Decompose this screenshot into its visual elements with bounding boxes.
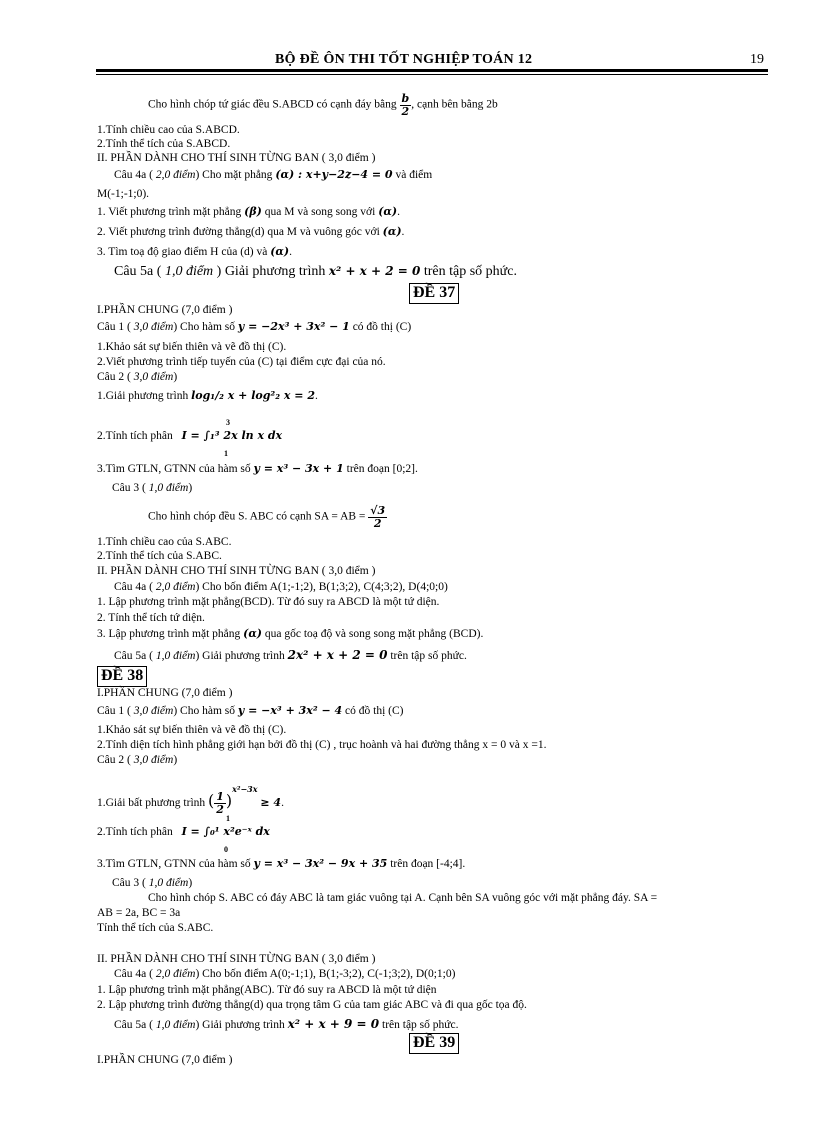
de38-q4-item-1: 1. Lập phương trình mặt phẳng(ABC). Từ đó suy ra ABCD là một tứ diện: [97, 984, 437, 996]
de38-q4-item-2: 2. Lập phương trình đường thẳng(d) qua trọng tâm G của tam giác ABC và đi qua gốc tọa độ.: [97, 999, 527, 1011]
de38-q3-line-2: AB = 2a, BC = 3a: [97, 907, 181, 919]
de38-q1-item-2: 2.Tính diện tích hình phẳng giới hạn bởi đồ thị (C) , trục hoành và hai đường thẳng x = 0 và x =1.: [97, 739, 547, 751]
de38-question-1: Câu 1 ( 3,0 điểm) Cho hàm số y = −x³ + 3x² − 4 có đồ thị (C): [97, 704, 404, 717]
de38-q2-item-2: 2.Tính tích phân I = ∫₀¹ x²e⁻ˣ dx: [97, 825, 270, 838]
de37-q4-item-3: 3. Lập phương trình mặt phẳng (α) qua gốc toạ độ và song song mặt phẳng (BCD).: [97, 627, 484, 640]
prev-line-1: Cho hình chóp tứ giác đều S.ABCD có cạnh đáy bằng $\frac{b}{2}$ , cạnh bên bằng 2b: [148, 92, 498, 118]
de37-q1-item-1: 1.Khảo sát sự biến thiên và vẽ đồ thị (C).: [97, 341, 287, 353]
page-number: 19: [750, 52, 764, 67]
page-title: BỘ ĐỀ ÔN THI TỐT NGHIỆP TOÁN 12: [275, 52, 533, 67]
de37-q4-item-1: 1. Lập phương trình mặt phẳng(BCD). Từ đó suy ra ABCD là một tứ diện.: [97, 596, 440, 608]
de37-question-3: Câu 3 ( 1,0 điểm): [112, 482, 193, 494]
integral-lower-limit: 0: [224, 845, 228, 854]
integral-upper-limit: 1: [226, 814, 230, 823]
prev-line-2: 1.Tính chiều cao của S.ABCD.: [97, 124, 240, 136]
de37-q3-item-2: 2.Tính thể tích của S.ABC.: [97, 550, 222, 562]
fraction-one-half: $\frac{1}{2}$: [216, 790, 224, 816]
prev-question-4a: Câu 4a ( 2,0 điểm) Cho mặt phẳng (α) : x+y−2z−4 = 0 và điểm: [114, 168, 433, 181]
prev-line-9: 3. Tìm toạ độ giao điểm H của (d) và (α).: [97, 245, 292, 258]
de37-part-2: II. PHẦN DÀNH CHO THÍ SINH TỪNG BAN ( 3,0 điểm ): [97, 565, 376, 577]
de39-part-1: I.PHẦN CHUNG (7,0 điểm ): [97, 1054, 233, 1066]
de38-question-4a: Câu 4a ( 2,0 điểm) Cho bốn điểm A(0;-1;1), B(1;-3;2), C(-1;3;2), D(0;1;0): [114, 968, 456, 980]
de37-q1-item-2: 2.Viết phương trình tiếp tuyến của (C) tại điểm cực đại của nó.: [97, 356, 386, 368]
exam-39-label: ĐỀ 39: [409, 1033, 459, 1054]
exam-38-label: ĐỀ 38: [97, 666, 147, 687]
de38-q2-item-3: 3.Tìm GTLN, GTNN của hàm số y = x³ − 3x² − 9x + 35 trên đoạn [-4;4].: [97, 857, 466, 870]
integral-lower-limit: 1: [224, 449, 228, 458]
integral-upper-limit: 3: [226, 418, 230, 427]
de38-question-2: Câu 2 ( 3,0 điểm): [97, 754, 178, 766]
fraction-sqrt3-over-2: $\frac{√3}{2}$: [370, 504, 386, 530]
de38-question-3: Câu 3 ( 1,0 điểm): [112, 877, 193, 889]
de37-q3-item-1: 1.Tính chiều cao của S.ABC.: [97, 536, 232, 548]
prev-line-8: 2. Viết phương trình đường thẳng(d) qua M và vuông góc với (α).: [97, 225, 405, 238]
de37-question-5a: Câu 5a ( 1,0 điểm) Giải phương trình 2x² + x + 2 = 0 trên tập số phức.: [114, 648, 467, 662]
de38-part-1: I.PHẦN CHUNG (7,0 điểm ): [97, 687, 233, 699]
prev-question-5a: Câu 5a ( 1,0 điểm ) Giải phương trình x² + x + 2 = 0 trên tập số phức.: [114, 264, 517, 279]
de38-q1-item-1: 1.Khảo sát sự biến thiên và vẽ đồ thị (C).: [97, 724, 287, 736]
header-rule-thin: [96, 74, 768, 75]
de37-question-2: Câu 2 ( 3,0 điểm): [97, 371, 178, 383]
de37-q2-item-2: 2.Tính tích phân I = ∫₁³ 2x ln x dx: [97, 429, 283, 442]
header-rule-thick: [96, 69, 768, 72]
fraction-b-over-2: $\frac{b}{2}$: [401, 92, 410, 118]
de38-q3-line-1: Cho hình chóp S. ABC có đáy ABC là tam giác vuông tại A. Cạnh bên SA vuông góc với mặt phẳng đáy. SA =: [148, 892, 658, 904]
de38-question-5a: Câu 5a ( 1,0 điểm) Giải phương trình x² + x + 9 = 0 trên tập số phức.: [114, 1017, 459, 1031]
prev-section-2-heading: II. PHẦN DÀNH CHO THÍ SINH TỪNG BAN ( 3,0 điểm ): [97, 152, 376, 164]
de38-q2-item-1: 1.Giải bất phương trình ( $\frac{1}{2}$ )$^{x^2-3x}$ ≥ 4.: [97, 784, 284, 816]
prev-line-7: 1. Viết phương trình mặt phẳng (β) qua M và song song với (α).: [97, 205, 400, 218]
de37-q3-statement: Cho hình chóp đều S. ABC có cạnh SA = AB = $\frac{√3}{2}$: [148, 504, 386, 530]
exam-37-label: ĐỀ 37: [409, 283, 459, 304]
de37-q2-item-1: 1.Giải phương trình log₁/₂ x + log²₂ x = 2.: [97, 389, 318, 402]
de37-question-4a: Câu 4a ( 2,0 điểm) Cho bốn điểm A(1;-1;2), B(1;3;2), C(4;3;2), D(4;0;0): [114, 581, 448, 593]
de37-part-1: I.PHẦN CHUNG (7,0 điểm ): [97, 304, 233, 316]
de38-part-2: II. PHẦN DÀNH CHO THÍ SINH TỪNG BAN ( 3,0 điểm ): [97, 953, 376, 965]
de37-q4-item-2: 2. Tính thể tích tứ diện.: [97, 612, 205, 624]
de37-q2-item-3: 3.Tìm GTLN, GTNN của hàm số y = x³ − 3x + 1 trên đoạn [0;2].: [97, 462, 418, 475]
prev-line-3: 2.Tính thể tích của S.ABCD.: [97, 138, 231, 150]
de37-question-1: Câu 1 ( 3,0 điểm) Cho hàm số y = −2x³ + 3x² − 1 có đồ thị (C): [97, 320, 412, 333]
de38-q3-line-3: Tính thể tích của S.ABC.: [97, 922, 214, 934]
prev-line-6: M(-1;-1;0).: [97, 188, 150, 200]
